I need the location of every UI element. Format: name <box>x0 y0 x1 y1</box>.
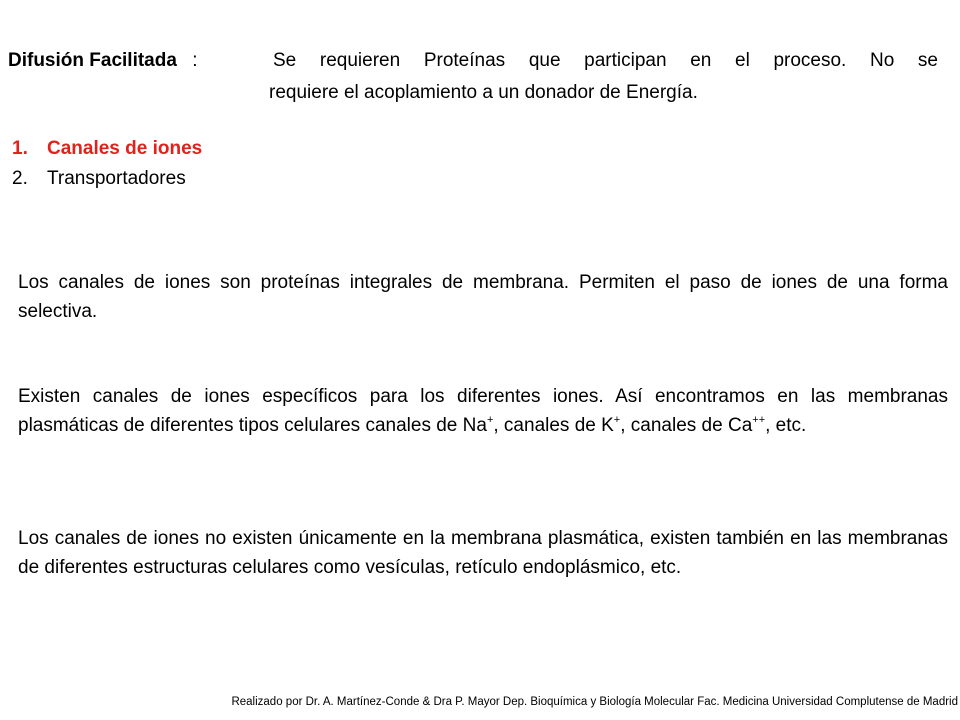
paragraph-specific-ion-channels <box>18 382 948 440</box>
title-line-1 <box>8 45 938 77</box>
title-block <box>8 45 938 109</box>
paragraph-text: , etc. <box>765 415 807 436</box>
list-item <box>12 164 202 194</box>
paragraph-channel-locations: Los canales de iones no existen únicamente en la membrana plasmática, existen también en las membranas de diferentes estructuras celulares como vesículas, retículo endoplásmico, etc. <box>18 528 948 578</box>
list-item-number: 2. <box>12 168 28 189</box>
paragraph-ion-channels-definition: Los canales de iones son proteínas integrales de membrana. Permiten el paso de iones de una forma selectiva. <box>18 272 948 322</box>
section-heading: Difusión Facilitada <box>8 50 177 71</box>
paragraph-text: , canales de K <box>493 415 614 436</box>
heading-separator: : <box>192 50 198 71</box>
superscript: ++ <box>752 414 766 426</box>
list-item-label: Transportadores <box>47 168 186 189</box>
superscript: + <box>613 414 621 426</box>
title-lead <box>8 45 197 77</box>
list-item-number: 1. <box>12 138 28 159</box>
list-item <box>12 134 202 164</box>
paragraph-text: , canales de Ca <box>620 415 753 436</box>
list-item-label: Canales de iones <box>47 138 203 159</box>
footer-credit: Realizado por Dr. A. Martínez-Conde & Dra P. Mayor Dep. Bioquímica y Biología Molecular Fac. Medicina Universidad Complutense de Madrid <box>231 696 958 708</box>
superscript: + <box>486 414 494 426</box>
numbered-list <box>12 134 202 194</box>
title-description-line2: requiere el acoplamiento a un donador de Energía. <box>269 82 698 103</box>
title-description-line1: Se requieren Proteínas que participan en el proceso. No se <box>273 50 938 71</box>
paragraph-text: Existen canales de iones específicos para los diferentes iones. Así encontramos en las membranas plasmáticas de diferentes tipos celulares canales de Na <box>18 386 948 436</box>
